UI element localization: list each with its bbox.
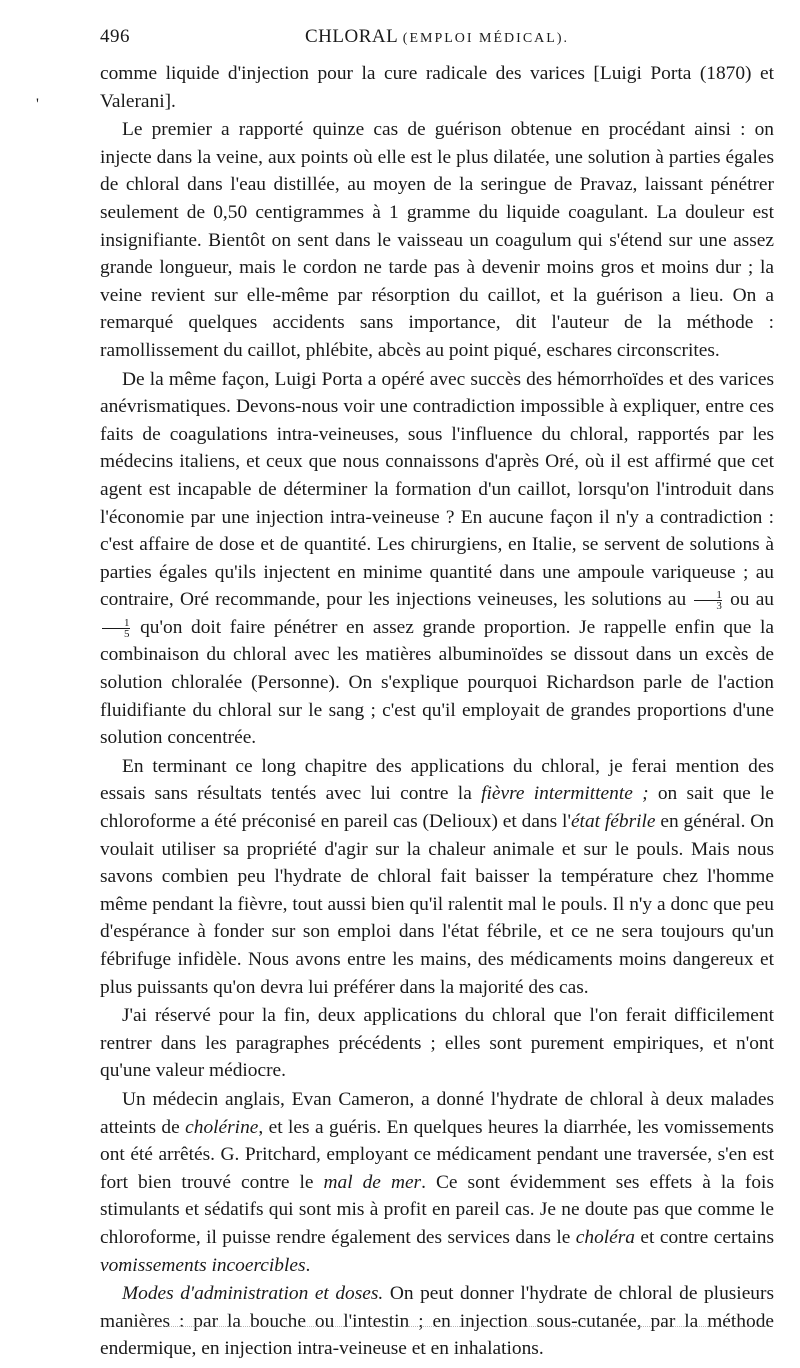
italic-term: cholérine (185, 1116, 259, 1138)
fraction-numerator: 1 (716, 589, 722, 602)
paragraph-text: et contre certains (635, 1226, 775, 1248)
italic-term: choléra (575, 1226, 635, 1248)
paragraph-2 (100, 116, 774, 364)
italic-term: vomissements incoercibles (100, 1254, 306, 1276)
italic-term: fièvre intermittente ; (481, 783, 649, 805)
fraction-one-fifth (102, 618, 130, 639)
page-number: 496 (100, 26, 130, 47)
running-header (100, 26, 774, 56)
paragraph-text: . Ce sont évidemment ses effets à la fois stimulants et sédatifs qui sont mis à profit en pareil cas. Je ne doute pas que comme le chloroforme, il puisse rendre également des services dans le (100, 1171, 774, 1248)
fraction-one-third (694, 590, 722, 611)
paragraph-text: , et les a guéris. En quelques heures la diarrhée, les vomissements ont été arrêtés. G. Pritchard, employant ce médicament pendant une traversée, s'en est fort bien trouvé contre le (100, 1116, 774, 1193)
paragraph-6 (100, 1086, 774, 1279)
paragraph-7 (100, 1280, 774, 1363)
italic-term: état fébrile (570, 811, 656, 833)
margin-mark: ' (36, 96, 39, 113)
paragraph-text: ou au (723, 589, 774, 611)
fraction-numerator: 1 (124, 616, 130, 629)
italic-term: mal de mer (323, 1171, 422, 1193)
body-text (100, 60, 774, 1364)
paragraph-text: comme liquide d'injection pour la cure radicale des varices [Luigi Porta (1870) et Valerani]. (100, 63, 774, 112)
paragraph-3 (100, 366, 774, 752)
section-heading-italic: Modes d'administration et doses. (122, 1283, 384, 1305)
paragraph-text: on sait que le chloroforme a été préconisé en pareil cas (Delioux) et dans l' (100, 783, 774, 833)
paragraph-text: J'ai réservé pour la fin, deux applications du chloral que l'on ferait difficilement rentrer dans les paragraphes précédents ; elles sont purement empiriques, et n'ont qu'une valeur médiocre. (100, 1005, 774, 1082)
paragraph-text: qu'on doit faire pénétrer en assez grande proportion. Je rappelle enfin que la combinaison du chloral avec les matières albuminoïdes se dissout dans un excès de solution chloralée (Personne). On s'explique pourquoi Richardson parle de l'action fluidifiante du chloral sur le sang ; c'est qu'il employait de grandes proportions d'une solution concentrée. (100, 616, 774, 749)
paragraph-text: en général. On voulait utiliser sa propriété d'agir sur la chaleur animale et sur le pouls. Mais nous savons combien peu l'hydrate de chloral fait baisser la température chez l'homme même pendant la fièvre, tout aussi bien qu'il ralentit mal le pouls. Il n'y a donc que peu d'espérance à fonder sur son emploi dans l'état fébrile, et ce ne sera toujours qu'un fébrifuge infidèle. Nous avons entre les mains, des médicaments moins dangereux et plus puissants qu'on devra lui préférer dans la majorité des cas. (100, 811, 774, 998)
paragraph-text: Un médecin anglais, Evan Cameron, a donné l'hydrate de chloral à deux malades atteints de (100, 1088, 774, 1138)
bottom-rule (130, 1326, 770, 1335)
paragraph-text: De la même façon, Luigi Porta a opéré avec succès des hémorrhoïdes et des varices anévrismatiques. Devons-nous voir une contradiction impossible à expliquer, entre ces faits de coagulations intra-veineuses, sous l'influence du chloral, rapportés par les médecins italiens, et ceux que nous connaissons d'après Oré, où il est affirmé que cet agent est incapable de déterminer la formation d'un caillot, lorsqu'on l'introduit dans l'économie par une injection intra-veineuse ? En aucune façon il n'y a contradiction : c'est affaire de dose et de quantité. Les chirurgiens, en Italie, se servent de solutions à parties égales qu'ils injectent en minime quantité dans une ampoule variqueuse ; au contraire, Oré recommande, pour les injections veineuses, les solutions au (100, 368, 774, 611)
paragraph-text: En terminant ce long chapitre des applications du chloral, je ferai mention des essais sans résultats tentés avec lui contre la (100, 755, 774, 805)
running-title (100, 26, 774, 48)
running-title-main: CHLORAL (305, 26, 398, 47)
paragraph-text: Le premier a rapporté quinze cas de guérison obtenue en procédant ainsi : on injecte dans la veine, aux points où elle est le plus dilatée, une solution à parties égales de chloral dans l'eau distillée, au moyen de la seringue de Pravaz, laissant pénétrer seulement de 0,50 centigrammes à 1 gramme du liquide coagulant. La douleur est insignifiante. Bientôt on sent dans le vaisseau un coagulum qui s'étend sur une assez grande longueur, mais le cordon ne tarde pas à devenir moins gros et moins dur ; la veine revient sur elle-même par résorption du caillot, et la guérison a lieu. On a remarqué quelques accidents sans importance, dit l'auteur de la méthode : ramollissement du caillot, phlébite, abcès au point piqué, eschares circonscrites. (100, 119, 774, 361)
paragraph-1 (100, 60, 774, 115)
fraction-denominator: 3 (694, 600, 722, 611)
paragraph-text: . (305, 1254, 311, 1276)
running-title-subtitle: (EMPLOI MÉDICAL). (402, 31, 569, 46)
fraction-denominator: 5 (102, 628, 130, 639)
paragraph-4 (100, 753, 774, 1001)
paragraph-text: On peut donner l'hydrate de chloral de plusieurs manières : par la bouche ou l'intestin ; en injection sous-cutanée, par la méthode endermique, en injection intra-veineuse et en inhalations. (100, 1283, 774, 1360)
paragraph-5 (100, 1002, 774, 1085)
